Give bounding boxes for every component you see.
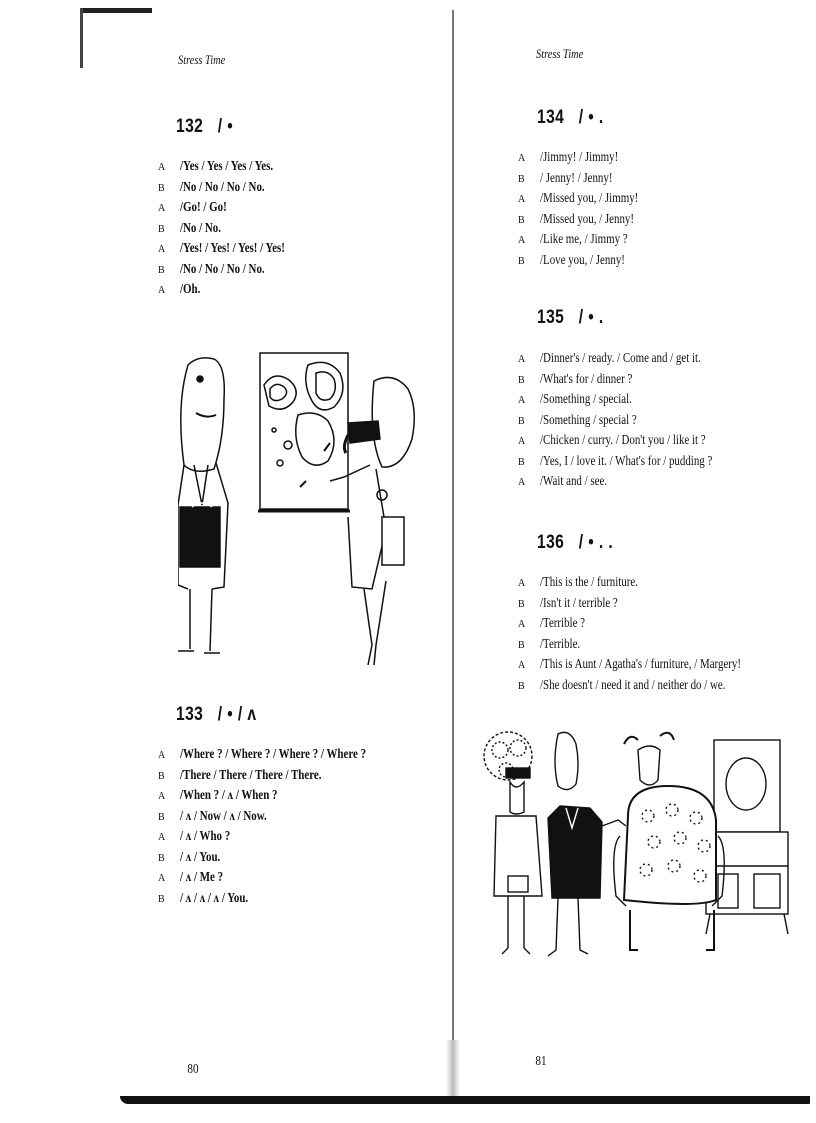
exercise-135-heading (537, 307, 604, 329)
dialogue-line (518, 148, 666, 169)
dialogue-line (518, 452, 761, 473)
running-head-right: Stress Time (536, 46, 584, 61)
dialogue-line (518, 370, 761, 391)
dialogue-line (158, 889, 419, 910)
dialogue-text: / ʌ / Me ? (180, 870, 224, 885)
speaker-label: B (158, 182, 165, 194)
dialogue-text: /There / There / There / There. (180, 767, 322, 783)
dialogue-line (158, 178, 315, 199)
dialogue-line (518, 655, 798, 676)
dialogue-line (518, 614, 798, 635)
speaker-label: A (158, 203, 166, 214)
dialogue-line (518, 594, 798, 615)
dialogue-line (518, 189, 666, 210)
dialogue-line (158, 745, 419, 766)
dialogue-line (518, 472, 761, 493)
speaker-label: B (518, 680, 525, 692)
dialogue-text: /No / No / No / No. (180, 179, 265, 195)
exercise-number: 136 (537, 532, 565, 553)
speaker-label: A (158, 162, 166, 173)
stress-pattern: / • . . (578, 532, 614, 553)
exercise-134-dialogue (518, 148, 666, 271)
stress-pattern: / • / ʌ (217, 704, 257, 725)
dialogue-text: /Terrible ? (540, 616, 586, 631)
furniture-illustration (478, 726, 790, 964)
dialogue-line (518, 431, 761, 452)
dialogue-text: /This is Aunt / Agatha's / furniture, / Margery! (540, 657, 742, 672)
dialogue-text: /Go! / Go! (180, 200, 227, 215)
speaker-label: B (518, 639, 525, 651)
speaker-label: A (158, 832, 166, 843)
speaker-label: A (518, 436, 526, 447)
dialogue-text: /No / No / No / No. (180, 261, 265, 277)
dialogue-text: /Missed you, / Jimmy! (540, 191, 639, 206)
speaker-label: A (518, 235, 526, 246)
dialogue-line (158, 280, 315, 301)
speaker-label: A (158, 244, 166, 255)
speaker-label: B (518, 173, 525, 185)
speaker-label: A (158, 285, 166, 296)
dialogue-line (518, 349, 761, 370)
dialogue-text: /Isn't it / terrible ? (540, 595, 618, 611)
dialogue-line (518, 230, 666, 251)
dialogue-text: /Where ? / Where ? / Where ? / Where ? (180, 747, 367, 762)
dialogue-text: / Jenny! / Jenny! (540, 170, 613, 186)
dialogue-text: /Wait and / see. (540, 474, 608, 489)
speaker-label: A (158, 791, 166, 802)
dialogue-text: /Dinner's / ready. / Come and / get it. (540, 351, 701, 366)
dialogue-line (518, 411, 761, 432)
dialogue-line (158, 219, 315, 240)
spine-shadow (446, 1040, 460, 1100)
speaker-label: B (158, 893, 165, 905)
exercise-number: 134 (537, 107, 565, 128)
dialogue-line (518, 210, 666, 231)
dialogue-text: /Terrible. (540, 636, 581, 652)
dialogue-text: /When ? / ʌ / When ? (180, 788, 278, 803)
dialogue-text: /Like me, / Jimmy ? (540, 232, 628, 247)
page-edge-top (80, 8, 152, 13)
speaker-label: A (518, 578, 526, 589)
dialogue-text: /No / No. (180, 220, 221, 236)
dialogue-line (518, 635, 798, 656)
speaker-label: A (518, 194, 526, 205)
dialogue-line (158, 157, 315, 178)
dialogue-text: /Chicken / curry. / Don't you / like it ? (540, 433, 706, 448)
dialogue-line (158, 827, 419, 848)
stress-pattern: / • . (578, 107, 604, 128)
speaker-label: A (158, 750, 166, 761)
dialogue-text: / ʌ / Who ? (180, 829, 231, 844)
exercise-134-heading (537, 107, 604, 129)
dialogue-line (158, 260, 315, 281)
dialogue-text: /Yes / Yes / Yes / Yes. (180, 159, 274, 174)
dialogue-line (158, 848, 419, 869)
dialogue-text: /Oh. (180, 282, 201, 297)
page-edge-bottom (120, 1096, 810, 1104)
exercise-136-heading (537, 532, 613, 554)
running-head-left: Stress Time (178, 52, 226, 67)
dialogue-text: /This is the / furniture. (540, 575, 638, 590)
dialogue-text: /Yes! / Yes! / Yes! / Yes! (180, 241, 285, 256)
page-number-left: 80 (187, 1062, 199, 1077)
dialogue-line (518, 573, 798, 594)
dialogue-text: /Yes, I / love it. / What's for / pudding ? (540, 453, 713, 469)
speaker-label: A (518, 619, 526, 630)
dialogue-line (158, 868, 419, 889)
dialogue-text: / ʌ / You. (180, 849, 221, 865)
exercise-number: 132 (176, 116, 204, 137)
dialogue-line (158, 239, 315, 260)
dialogue-text: /Love you, / Jenny! (540, 252, 625, 268)
dialogue-line (158, 786, 419, 807)
exercise-132-dialogue (158, 157, 315, 301)
speaker-label: B (518, 374, 525, 386)
exercise-133-dialogue (158, 745, 419, 909)
exercise-135-dialogue (518, 349, 761, 493)
page-number-right: 81 (535, 1054, 547, 1069)
dialogue-text: /What's for / dinner ? (540, 371, 633, 387)
speaker-label: B (518, 214, 525, 226)
dialogue-line (518, 169, 666, 190)
dialogue-text: /Jimmy! / Jimmy! (540, 150, 619, 165)
dialogue-text: /She doesn't / need it and / neither do / we. (540, 677, 726, 693)
exercise-number: 135 (537, 307, 565, 328)
speaker-label: A (518, 660, 526, 671)
dialogue-text: /Missed you, / Jenny! (540, 211, 635, 227)
dialogue-line (518, 251, 666, 272)
speaker-label: A (518, 477, 526, 488)
dialogue-line (158, 766, 419, 787)
speaker-label: B (158, 770, 165, 782)
speaker-label: B (158, 811, 165, 823)
speaker-label: B (518, 415, 525, 427)
speaker-label: B (158, 264, 165, 276)
speaker-label: B (518, 456, 525, 468)
dialogue-text: / ʌ / ʌ / ʌ / You. (180, 890, 249, 906)
dialogue-line (518, 390, 761, 411)
page-edge-left (80, 8, 83, 68)
dialogue-text: /Something / special. (540, 392, 632, 407)
speaker-label: B (518, 255, 525, 267)
speaker-label: A (518, 395, 526, 406)
stress-pattern: / • (217, 116, 234, 137)
speaker-label: A (518, 153, 526, 164)
dialogue-line (158, 198, 315, 219)
dialogue-text: /Something / special ? (540, 412, 637, 428)
book-spine (452, 10, 454, 1090)
exercise-number: 133 (176, 704, 204, 725)
exercise-136-dialogue (518, 573, 798, 696)
speaker-label: A (518, 354, 526, 365)
stress-pattern: / • . (578, 307, 604, 328)
dialogue-line (158, 807, 419, 828)
map-illustration (178, 345, 428, 670)
speaker-label: B (158, 223, 165, 235)
speaker-label: B (158, 852, 165, 864)
speaker-label: B (518, 598, 525, 610)
exercise-132-heading (176, 116, 233, 138)
speaker-label: A (158, 873, 166, 884)
exercise-133-heading (176, 704, 256, 726)
dialogue-text: / ʌ / Now / ʌ / Now. (180, 808, 267, 824)
dialogue-line (518, 676, 798, 697)
